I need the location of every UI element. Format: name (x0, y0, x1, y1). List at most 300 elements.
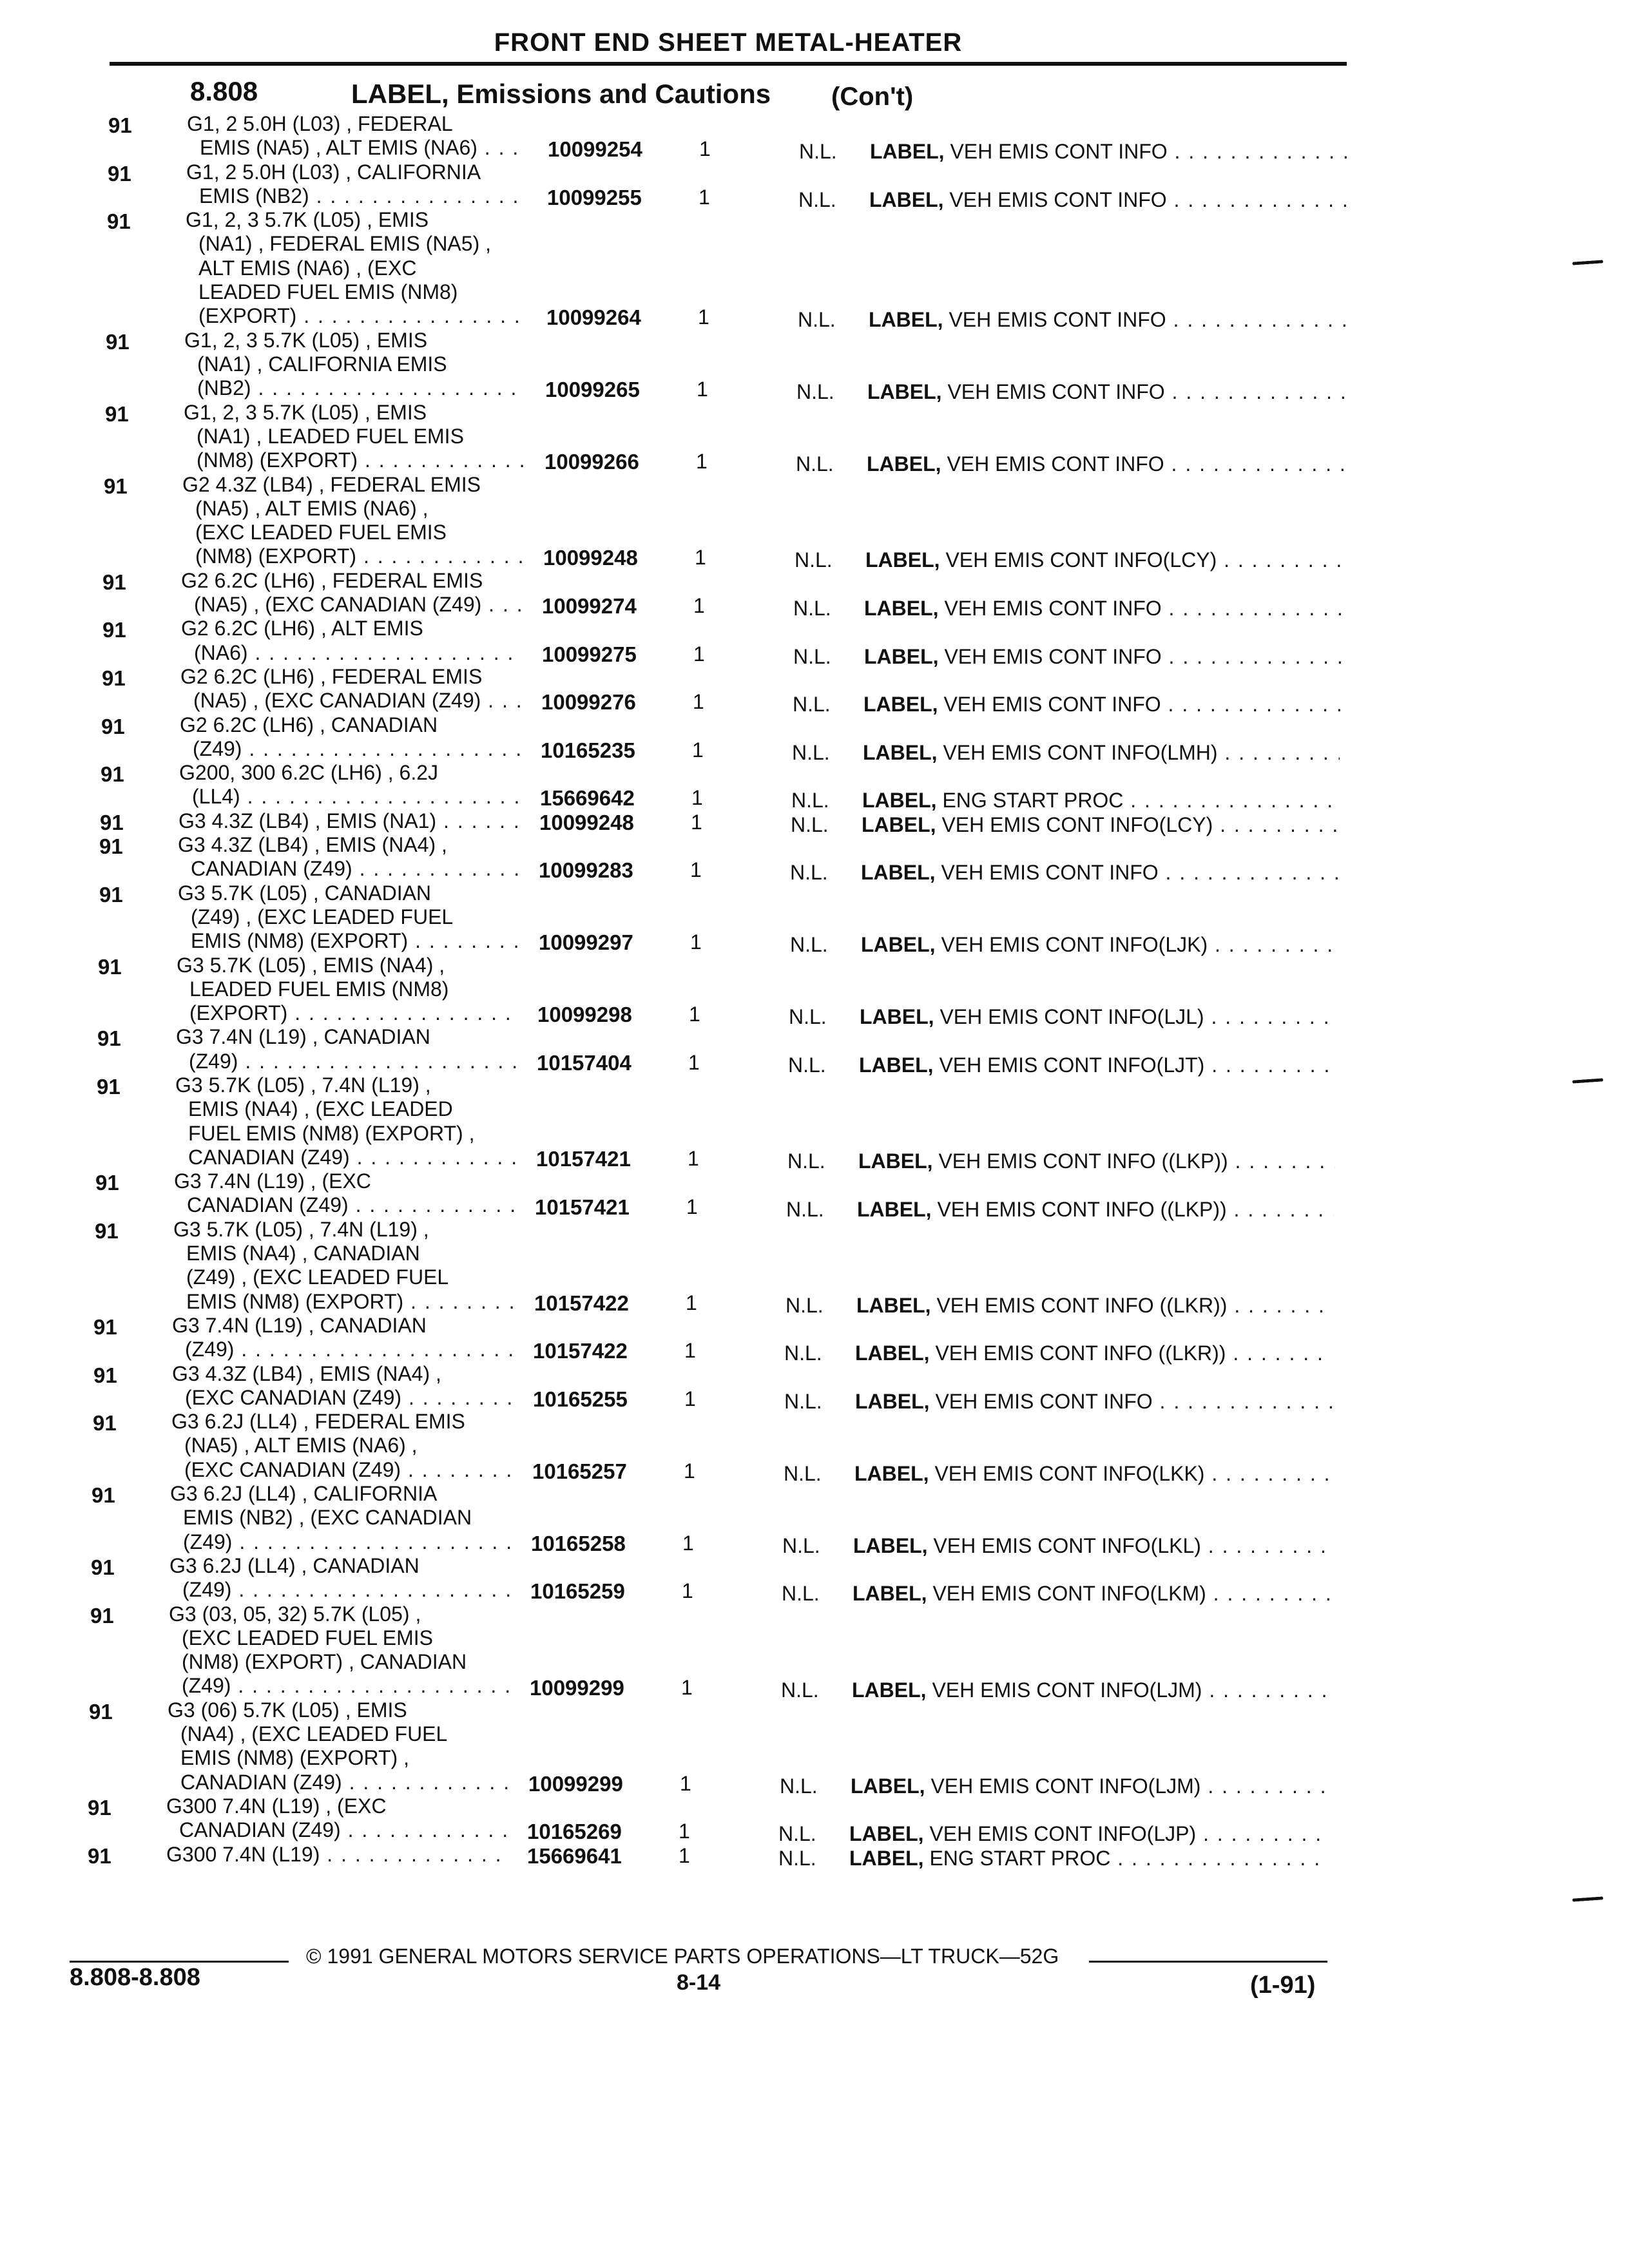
part-description-text: VEH EMIS CONT INFO (941, 452, 1164, 476)
part-description (867, 380, 1344, 404)
usage-line: G300 7.4N (L19) , (EXC (166, 1794, 387, 1818)
part-number: 10157421 (536, 1146, 631, 1171)
model-year: 91 (98, 954, 122, 979)
usage-line: G1, 2 5.0H (L03) , CALIFORNIA (186, 160, 481, 184)
part-description-label: LABEL, (862, 789, 937, 812)
usage-line: G200, 300 6.2C (LH6) , 6.2J (179, 761, 438, 785)
usage-line: G3 7.4N (L19) , (EXC (174, 1169, 371, 1193)
usage-line: (NA1) , LEADED FUEL EMIS (197, 424, 464, 448)
not-listed-marker: N.L. (798, 187, 836, 211)
usage-description (172, 1362, 514, 1410)
part-description (857, 1198, 1334, 1222)
part-description-label: LABEL, (863, 693, 938, 716)
model-year: 91 (93, 1315, 117, 1339)
usage-line: LEADED FUEL EMIS (NM8) (189, 977, 449, 1001)
part-description-label: LABEL, (864, 644, 939, 668)
model-year: 91 (101, 762, 124, 787)
part-description-text: VEH EMIS CONT INFO (944, 140, 1168, 164)
part-number: 10165255 (533, 1387, 628, 1411)
quantity: 1 (681, 1675, 693, 1699)
part-number: 15669642 (540, 786, 635, 811)
part-number: 10099266 (545, 450, 639, 474)
usage-line: G3 (06) 5.7K (L05) , EMIS (168, 1698, 407, 1722)
quantity: 1 (690, 930, 702, 954)
part-number: 10099283 (539, 858, 633, 883)
part-description-label: LABEL, (855, 1389, 930, 1413)
section-number: 8.808 (190, 76, 258, 106)
part-description (864, 645, 1341, 669)
part-description-text: ENG START PROC (923, 1846, 1111, 1870)
part-description-label: LABEL, (865, 548, 940, 572)
section-title: LABEL, Emissions and Cautions (351, 79, 771, 109)
usage-description (186, 160, 528, 209)
usage-line: (NA6) . . . (181, 641, 523, 665)
model-year: 91 (95, 1218, 119, 1243)
part-number: 10157422 (533, 1339, 628, 1363)
part-description-label: LABEL, (858, 1149, 933, 1173)
model-year: 91 (106, 329, 130, 354)
part-description-text: VEH EMIS CONT INFO (929, 1389, 1153, 1413)
not-listed-marker: N.L. (778, 1846, 816, 1870)
usage-description (174, 1169, 516, 1218)
not-listed-marker: N.L. (784, 1341, 822, 1365)
model-year: 91 (108, 113, 132, 137)
quantity: 1 (696, 450, 708, 474)
usage-line: G2 6.2C (LH6) , FEDERAL EMIS (180, 664, 483, 688)
quantity: 1 (688, 1050, 700, 1074)
usage-line: (NM8) (EXPORT) , CANADIAN (182, 1650, 467, 1674)
usage-description (184, 329, 526, 401)
usage-line: (Z49) , (EXC LEADED FUEL (191, 905, 454, 928)
quantity: 1 (698, 305, 709, 329)
usage-line: CANADIAN (Z49) . . . (178, 857, 519, 881)
usage-line: EMIS (NM8) (EXPORT) . . . (178, 929, 519, 953)
not-listed-marker: N.L. (790, 933, 828, 957)
not-listed-marker: N.L. (789, 1005, 827, 1029)
usage-line: G2 4.3Z (LB4) , FEDERAL EMIS (182, 472, 481, 496)
part-description-text: VEH EMIS CONT INFO ((LKR)) (930, 1293, 1228, 1317)
part-description-text: VEH EMIS CONT INFO(LJL) (934, 1005, 1204, 1029)
part-description-text: VEH EMIS CONT INFO (943, 308, 1166, 332)
footer-page-number: 8-14 (677, 1970, 721, 1995)
footer-rule (1089, 1961, 1327, 1963)
usage-description (181, 569, 523, 617)
part-number: 10099298 (537, 1003, 632, 1027)
not-listed-marker: N.L. (793, 693, 831, 716)
usage-line: FUEL EMIS (NM8) (EXPORT) , (188, 1121, 475, 1145)
usage-description (169, 1554, 511, 1602)
quantity: 1 (693, 594, 705, 617)
usage-line: (Z49) . . . (169, 1674, 510, 1698)
usage-description (168, 1698, 509, 1794)
usage-description (187, 112, 528, 160)
usage-line: (EXC LEADED FUEL EMIS (182, 1626, 434, 1649)
usage-description (166, 1794, 508, 1843)
part-description (869, 308, 1345, 332)
usage-line: EMIS (NM8) (EXPORT) , (180, 1746, 409, 1770)
model-year: 91 (104, 474, 128, 498)
part-description (855, 1341, 1332, 1365)
part-description (853, 1582, 1329, 1606)
usage-line: CANADIAN (Z49) . . . (166, 1818, 508, 1842)
part-description-label: LABEL, (867, 380, 942, 404)
usage-line: (Z49) . . . (172, 1338, 514, 1361)
usage-line: G1, 2, 3 5.7K (L05) , EMIS (186, 208, 429, 232)
usage-line: (EXC CANADIAN (Z49) . . . (172, 1386, 514, 1410)
quantity: 1 (697, 378, 708, 401)
usage-line: ALT EMIS (NA6) , (EXC (198, 256, 417, 280)
usage-line: G3 5.7K (L05) , 7.4N (L19) , (175, 1073, 431, 1097)
usage-line: (Z49) . . . (169, 1578, 511, 1602)
usage-line: G2 6.2C (LH6) , FEDERAL EMIS (181, 568, 483, 592)
part-number: 10165235 (541, 738, 635, 762)
part-description-label: LABEL, (853, 1582, 927, 1606)
quantity: 1 (699, 185, 710, 209)
part-description (870, 140, 1347, 164)
quantity: 1 (680, 1771, 691, 1795)
usage-line: (EXPORT) . . . (186, 304, 527, 328)
usage-line: G3 7.4N (L19) , CANADIAN (176, 1025, 430, 1049)
part-description-text: VEH EMIS CONT INFO(LJM) (925, 1774, 1201, 1798)
usage-line: G3 (03, 05, 32) 5.7K (L05) , (169, 1602, 421, 1626)
quantity: 1 (688, 1146, 699, 1170)
usage-line: (LL4) . . . (179, 785, 521, 809)
usage-line: CANADIAN (Z49) . . . (168, 1771, 509, 1794)
usage-description (171, 1410, 513, 1482)
part-description-text: VEH EMIS CONT INFO (943, 187, 1167, 211)
part-number: 10099255 (547, 185, 642, 209)
usage-description (186, 208, 527, 328)
part-description-text: VEH EMIS CONT INFO(LJT) (933, 1053, 1205, 1077)
part-description (859, 1053, 1336, 1077)
usage-description (179, 761, 521, 809)
quantity: 1 (679, 1843, 690, 1867)
part-description-label: LABEL, (869, 308, 943, 332)
usage-line: LEADED FUEL EMIS (NM8) (198, 280, 458, 304)
usage-line: EMIS (NA4) , (EXC LEADED (188, 1097, 453, 1121)
part-description (851, 1774, 1327, 1798)
model-year: 91 (107, 209, 131, 234)
model-year: 91 (99, 882, 123, 907)
part-description-text: VEH EMIS CONT INFO(LCY) (936, 812, 1213, 836)
part-description-label: LABEL, (855, 1341, 930, 1365)
part-description-label: LABEL, (851, 1774, 925, 1798)
part-description-label: LABEL, (864, 597, 939, 620)
part-number: 15669641 (527, 1843, 622, 1868)
model-year: 91 (102, 666, 126, 690)
quantity: 1 (691, 786, 703, 810)
part-description (862, 813, 1338, 837)
quantity: 1 (684, 1339, 696, 1363)
part-description-label: LABEL, (867, 452, 941, 476)
usage-line: (NA5) , (EXC CANADIAN (Z49) . . . (181, 593, 523, 617)
not-listed-marker: N.L. (782, 1582, 820, 1606)
usage-description (170, 1482, 512, 1554)
usage-line: (Z49) . . . (180, 737, 521, 761)
part-description-text: VEH EMIS CONT INFO (941, 380, 1165, 404)
part-number: 10099299 (528, 1771, 623, 1796)
part-description (860, 1005, 1336, 1029)
footer-date-code: (1-91) (1250, 1972, 1316, 1999)
usage-description (182, 473, 524, 569)
model-year: 91 (102, 570, 126, 594)
usage-line: EMIS (NB2) . . . (186, 184, 528, 208)
usage-description (176, 1025, 517, 1073)
part-description-label: LABEL, (854, 1461, 929, 1485)
not-listed-marker: N.L. (787, 1149, 825, 1173)
part-number: 10099254 (548, 137, 642, 162)
part-description-label: LABEL, (870, 140, 945, 164)
usage-description (169, 1602, 510, 1698)
usage-line: G3 6.2J (LL4) , CANADIAN (169, 1554, 419, 1577)
not-listed-marker: N.L. (796, 380, 834, 404)
not-listed-marker: N.L. (791, 812, 829, 836)
usage-line: (NA5) , (EXC CANADIAN (Z49) . . . (180, 689, 522, 713)
part-description-text: VEH EMIS CONT INFO (938, 597, 1162, 620)
part-number: 10099276 (541, 690, 636, 715)
model-year: 91 (95, 1171, 119, 1195)
usage-line: (EXPORT) . . . (177, 1001, 518, 1025)
part-description-text: VEH EMIS CONT INFO(LKM) (927, 1582, 1206, 1606)
usage-line: (Z49) . . . (176, 1050, 517, 1073)
model-year: 91 (92, 1483, 115, 1508)
not-listed-marker: N.L. (796, 452, 834, 476)
quantity: 1 (684, 1387, 696, 1410)
model-year: 91 (97, 1075, 120, 1099)
part-description (849, 1847, 1326, 1870)
usage-line: G3 5.7K (L05) , 7.4N (L19) , (173, 1217, 429, 1241)
part-number: 10099265 (545, 378, 640, 402)
part-number: 10157404 (537, 1050, 631, 1075)
part-description (852, 1678, 1329, 1702)
usage-line: G300 7.4N (L19) . . . (166, 1843, 508, 1867)
not-listed-marker: N.L. (793, 597, 831, 620)
model-year: 91 (93, 1411, 117, 1436)
model-year: 91 (88, 1843, 111, 1868)
part-description-label: LABEL, (863, 740, 938, 764)
model-year: 91 (100, 810, 124, 834)
not-listed-marker: N.L. (780, 1774, 818, 1798)
part-description-text: VEH EMIS CONT INFO (935, 861, 1159, 885)
usage-line: G2 6.2C (LH6) , CANADIAN (180, 713, 438, 736)
part-description (861, 933, 1338, 957)
part-description (863, 741, 1340, 765)
quantity: 1 (686, 1195, 698, 1218)
part-description-text: VEH EMIS CONT INFO(LJM) (926, 1678, 1202, 1702)
part-number: 10157421 (535, 1195, 630, 1219)
part-description (864, 597, 1341, 620)
quantity: 1 (689, 1003, 700, 1026)
not-listed-marker: N.L. (795, 548, 833, 572)
quantity: 1 (679, 1820, 690, 1843)
quantity: 1 (682, 1531, 694, 1555)
usage-line: (NA1) , FEDERAL EMIS (NA5) , (198, 232, 491, 256)
usage-line: EMIS (NB2) , (EXC CANADIAN (183, 1506, 472, 1530)
usage-line: (EXC CANADIAN (Z49) . . . (171, 1458, 513, 1482)
part-description-label: LABEL, (861, 861, 936, 885)
usage-line: G3 5.7K (L05) , CANADIAN (178, 881, 432, 905)
usage-line: G3 4.3Z (LB4) , EMIS (NA4) , (178, 833, 447, 856)
part-description-label: LABEL, (859, 1053, 934, 1077)
quantity: 1 (693, 642, 705, 666)
usage-description (180, 713, 521, 762)
model-year: 91 (99, 834, 123, 858)
model-year: 91 (97, 1026, 121, 1051)
part-number: 10165269 (527, 1820, 622, 1844)
usage-line: (NA1) , CALIFORNIA EMIS (197, 352, 447, 376)
usage-description (166, 1843, 508, 1867)
part-description-text: VEH EMIS CONT INFO (938, 693, 1161, 716)
quantity: 1 (692, 738, 704, 762)
footer-copyright: © 1991 GENERAL MOTORS SERVICE PARTS OPERATIONS—LT TRUCK—52G (306, 1945, 1059, 1968)
usage-line: (Z49) . . . (170, 1530, 512, 1554)
part-description-label: LABEL, (862, 812, 936, 836)
part-number: 10099248 (543, 546, 638, 570)
usage-description (184, 401, 525, 473)
usage-line: CANADIAN (Z49) . . . (175, 1146, 517, 1169)
part-description-text: VEH EMIS CONT INFO(LJK) (935, 933, 1208, 957)
part-description-text: VEH EMIS CONT INFO(LCY) (940, 548, 1217, 572)
part-description (862, 789, 1339, 812)
usage-line: EMIS (NA5) , ALT EMIS (NA6) . . . (187, 136, 528, 160)
usage-line: G3 4.3Z (LB4) , EMIS (NA4) , (172, 1361, 441, 1385)
part-description-text: VEH EMIS CONT INFO ((LKR)) (929, 1341, 1226, 1365)
footer-rule (70, 1961, 289, 1963)
not-listed-marker: N.L. (788, 1053, 826, 1077)
usage-line: (NA4) , (EXC LEADED FUEL (180, 1722, 448, 1746)
usage-line: (Z49) , (EXC LEADED FUEL (186, 1265, 449, 1289)
part-description-label: LABEL, (856, 1293, 931, 1317)
not-listed-marker: N.L. (798, 308, 836, 332)
not-listed-marker: N.L. (791, 789, 829, 812)
quantity: 1 (684, 1459, 695, 1483)
model-year: 91 (90, 1603, 114, 1628)
usage-line: EMIS (NM8) (EXPORT) . . . (173, 1290, 515, 1314)
part-number: 10099297 (539, 930, 633, 955)
model-year: 91 (89, 1699, 113, 1724)
not-listed-marker: N.L. (784, 1389, 822, 1413)
usage-line: G2 6.2C (LH6) , ALT EMIS (181, 617, 423, 640)
quantity: 1 (686, 1291, 697, 1314)
part-description-text: VEH EMIS CONT INFO ((LKP)) (932, 1149, 1228, 1173)
part-description-label: LABEL, (849, 1846, 924, 1870)
usage-description (175, 1073, 517, 1169)
part-description-text: ENG START PROC (936, 789, 1124, 812)
part-description-label: LABEL, (857, 1197, 932, 1221)
part-description (869, 188, 1346, 212)
usage-line: (NA5) , ALT EMIS (NA6) , (184, 1434, 418, 1457)
not-listed-marker: N.L. (792, 740, 830, 764)
usage-line: (EXC LEADED FUEL EMIS (195, 521, 447, 544)
part-description-text: VEH EMIS CONT INFO(LMH) (937, 740, 1218, 764)
usage-line: (NM8) (EXPORT) . . . (182, 544, 524, 568)
model-year: 91 (88, 1796, 111, 1820)
part-description (849, 1822, 1326, 1846)
usage-description (181, 617, 523, 665)
usage-line: G1, 2, 3 5.7K (L05) , EMIS (184, 400, 427, 424)
part-description-label: LABEL, (860, 1005, 934, 1029)
model-year: 91 (93, 1363, 117, 1387)
page-title: FRONT END SHEET METAL-HEATER (494, 28, 963, 57)
part-description-text: VEH EMIS CONT INFO(LJP) (923, 1822, 1197, 1846)
part-description (861, 861, 1338, 885)
usage-line: G3 5.7K (L05) , EMIS (NA4) , (177, 953, 445, 977)
part-number: 10165258 (531, 1531, 626, 1555)
model-year: 91 (102, 618, 126, 642)
part-description-label: LABEL, (869, 187, 944, 211)
quantity: 1 (699, 137, 711, 161)
usage-line: (NM8) (EXPORT) . . . (184, 448, 525, 472)
part-description-text: VEH EMIS CONT INFO(LKK) (929, 1461, 1205, 1485)
usage-description (180, 665, 522, 713)
model-year: 91 (101, 714, 125, 738)
part-description-label: LABEL, (852, 1678, 927, 1702)
usage-description (172, 1314, 514, 1362)
part-description-label: LABEL, (853, 1533, 928, 1557)
part-description (867, 452, 1344, 476)
usage-line: CANADIAN (Z49) . . . (174, 1193, 516, 1217)
part-number: 10099248 (539, 810, 634, 834)
not-listed-marker: N.L. (799, 140, 837, 164)
usage-description (178, 881, 519, 954)
part-description (856, 1294, 1333, 1318)
part-number: 10099274 (542, 594, 637, 618)
part-description (855, 1390, 1332, 1414)
part-description-text: VEH EMIS CONT INFO (938, 644, 1162, 668)
usage-line: G3 6.2J (LL4) , CALIFORNIA (170, 1482, 438, 1506)
usage-description (178, 809, 520, 833)
usage-line: G1, 2, 3 5.7K (L05) , EMIS (184, 328, 428, 352)
model-year: 91 (108, 161, 131, 186)
quantity: 1 (695, 546, 706, 570)
usage-line: G3 7.4N (L19) , CANADIAN (172, 1314, 427, 1337)
usage-description (177, 954, 518, 1026)
not-listed-marker: N.L. (793, 644, 831, 668)
model-year: 91 (105, 401, 129, 426)
not-listed-marker: N.L. (790, 861, 828, 885)
part-number: 10165257 (532, 1459, 627, 1483)
usage-line: G3 6.2J (LL4) , FEDERAL EMIS (171, 1410, 465, 1434)
usage-line: G3 4.3Z (LB4) , EMIS (NA1) . . . (178, 809, 520, 833)
usage-line: (NB2) . . . (184, 376, 526, 400)
usage-line: (NA5) , ALT EMIS (NA6) , (195, 496, 429, 520)
part-description (863, 693, 1340, 716)
part-number: 10157422 (534, 1291, 629, 1315)
part-number: 10099264 (546, 305, 641, 330)
part-number: 10099299 (530, 1675, 624, 1700)
footer-section-range: 8.808-8.808 (70, 1964, 200, 1991)
quantity: 1 (691, 810, 702, 834)
not-listed-marker: N.L. (782, 1533, 820, 1557)
usage-description (178, 833, 519, 881)
part-description (865, 548, 1342, 572)
quantity: 1 (693, 690, 704, 714)
part-description (854, 1462, 1331, 1486)
not-listed-marker: N.L. (778, 1822, 816, 1846)
part-number: 10099275 (542, 642, 637, 666)
part-description-label: LABEL, (861, 933, 936, 957)
model-year: 91 (91, 1555, 115, 1579)
usage-line: EMIS (NA4) , CANADIAN (186, 1242, 420, 1265)
part-description-label: LABEL, (849, 1822, 924, 1846)
section-continued: (Con't) (831, 82, 914, 111)
part-description (853, 1534, 1330, 1558)
part-description (858, 1149, 1335, 1173)
quantity: 1 (682, 1579, 693, 1603)
not-listed-marker: N.L. (784, 1461, 822, 1485)
not-listed-marker: N.L. (786, 1197, 824, 1221)
part-description-text: VEH EMIS CONT INFO(LKL) (927, 1533, 1201, 1557)
